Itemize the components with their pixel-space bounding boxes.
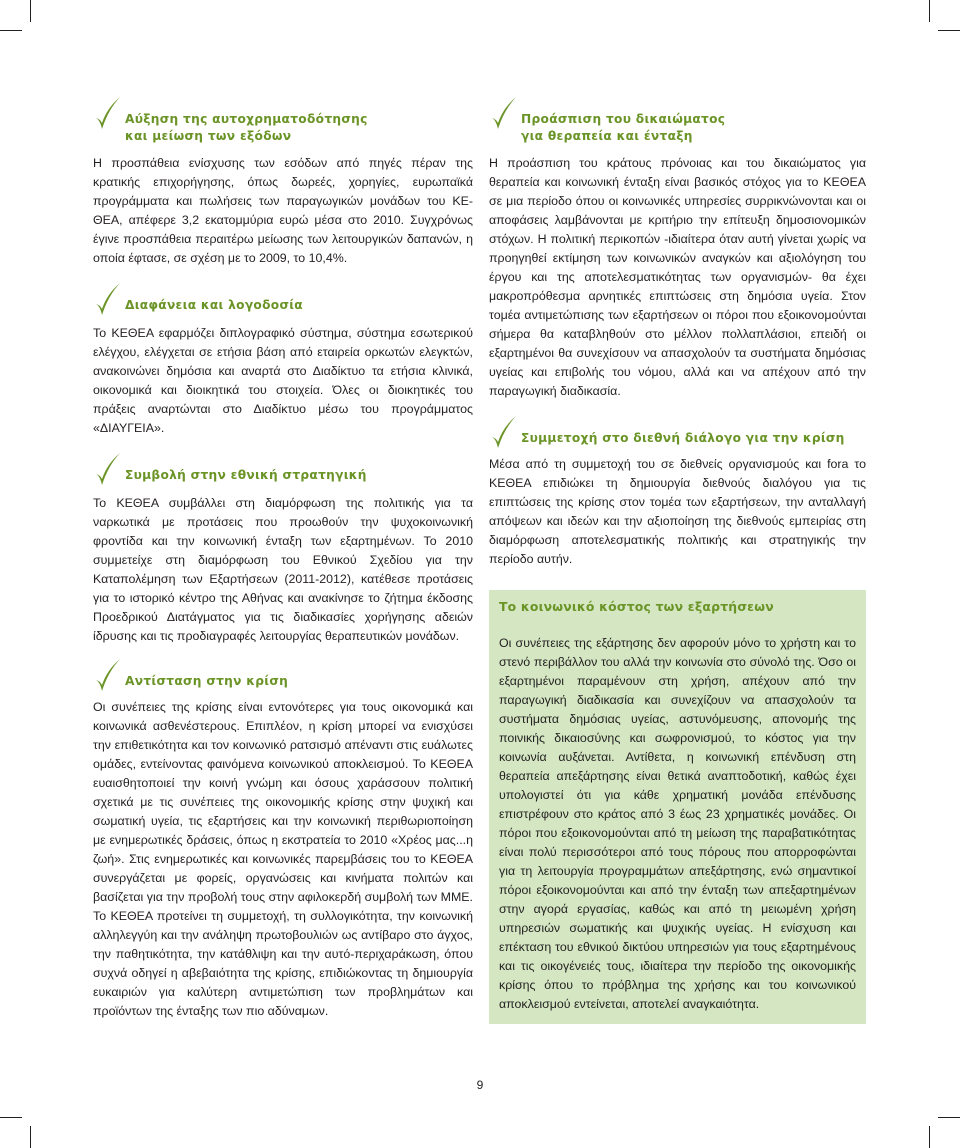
section-heading [93, 466, 473, 484]
section-crisis-resistance [93, 672, 473, 1018]
crop-mark [0, 1117, 22, 1118]
crop-mark [929, 0, 930, 22]
crop-mark [30, 1126, 31, 1148]
checkmark-icon [93, 452, 121, 488]
crop-mark [938, 1117, 960, 1118]
section-text: Η προάσπιση του κράτους πρόνοιας και του δικαιώματος για θεραπεία και κοινωνική ένταξη είναι βασικός στόχος για το ΚΕΘΕΑ σε μια περίοδο όπου οι κοινωνικές υπηρεσίες συρρικνώνονται και οι αποφάσεις λαμβάνονται με κριτήριο την επίτευξη δημοσιονομικών στόχων. Η πολιτική περικοπών -ιδιαίτερα όταν αυτή γίνεται χωρίς να προηγηθεί εκτίμηση των κοινωνικών αναγκών και αξιολόγηση του έργου και της αποτελεσματικότητας των οργανισμών- θα έχει μακροπρόθεσμα αρνητικές επιπτώσεις στη δημόσια υγεία. Στον τομέα αντιμετώπισης των εξαρτήσεων οι πόροι που εξοικονομούνται σήμερα θα καταβληθούν στο μέλλον πολλαπλάσιοι, επειδή οι εξαρτημένοι θα συνεχίσουν να απασχολούν τα συστήματα δημόσιας υγείας και επιβολής του νόμου, αλλά και να απέχουν από την παραγωγική διαδικασία. [489, 156, 866, 398]
section-text: Η προσπάθεια ενίσχυσης των εσόδων από πηγές πέραν της κρατικής επιχορήγησης, όπως δωρεές, χορηγίες, ευρωπαϊκά προγράμματα και πωλήσεις των παραγωγικών μονάδων του ΚΕ-ΘΕΑ, απέφερε 3,2 εκατομμύρια ευρώ μέσα στο 2010. Συγχρόνως έγινε προσπάθεια περαιτέρω μείωσης των λειτουργικών δαπανών, η οποία έφτασε, σε σχέση με το 2009, το 10,4%. [93, 156, 473, 265]
section-title-sub: και μείωση των εξόδων [125, 129, 292, 143]
section-national-strategy [93, 466, 473, 643]
checkmark-icon [93, 658, 121, 694]
section-right-to-treatment [489, 110, 866, 398]
checkmark-icon [93, 96, 121, 132]
box-text: Οι συνέπειες της εξάρτησης δεν αφορούν μόνο το χρήστη και το στενό περιβάλλον του αλλά την κοινωνία στο σύνολό της. Όσο οι εξαρτημένοι παραμένουν στη χρήση, απέχουν από την παραγωγική διαδικασία και συνεχίζουν να απασχολούν τα συστήματα δημόσιας υγείας, αστυνόμευσης, απονομής της ποινικής δικαιοσύνης και σωφρονισμού, το κόστος για την κοινωνία αυξάνεται. Αντίθετα, η κοινωνική επένδυση στη θεραπεία απεξάρτησης είναι θετικά αναπτοδοτική, καθώς έχει υπολογιστεί ότι για κάθε χρηματική μονάδα επένδυσης επιστρέφουν στο κράτος από 3 έως 23 χρηματικές μονάδες. Οι πόροι που εξοικονομούνται από τη μείωση της παραβατικότητας είναι πολύ περισσότεροι από τους πόρους που απορροφώνται για τη λειτουργία προγραμμάτων απεξάρτησης, ενώ σημαντικοί πόροι εξοικονομούνται και από την ένταξη των απεξαρτημένων στην αγορά εργασίας, καθώς και από τη μειωμένη χρήση υπηρεσιών σωματικής και ψυχικής υγείας. Η ενίσχυση και επέκταση του εθνικού δικτύου υπηρεσιών για τους εξαρτημένους και τις οικογένειές τους, ιδιαίτερα την περίοδο της οικονομικής κρίσης όπου το πρόβλημα της χρήσης και του κοινωνικού αποκλεισμού εντείνεται, αποτελεί αναγκαιότητα. [499, 636, 856, 1011]
section-title: Διαφάνεια και λογοδοσία [125, 298, 303, 312]
box-title: Το κοινωνικό κόστος των εξαρτήσεων [499, 599, 774, 614]
section-title-sub: για θεραπεία και ένταξη [521, 129, 693, 143]
section-self-financing [93, 110, 473, 265]
section-text: Μέσα από τη συμμετοχή του σε διεθνείς οργανισμούς και fora το ΚΕΘΕΑ επιδιώκει τη δημιουργία διεθνούς διαλόγου για τις επιπτώσεις της κρίσης στον τομέα των εξαρτήσεων, την ανταλλαγή απόψεων και ιδεών και την αξιοποίηση της διεθνούς εμπειρίας στη διαμόρφωση αποτελεσματικής πολιτικής και στρατηγικής την περίοδο αυτήν. [489, 457, 866, 566]
section-text: Το ΚΕΘΕΑ εφαρμόζει διπλογραφικό σύστημα, σύστημα εσωτερικού ελέγχου, ελέγχεται σε ετήσια βάση από εταιρεία ορκωτών ελεγκτών, ανακοινώνει δημόσια και αναρτά στο Διαδίκτυο τα ετήσια κλινικά, οικονομικά και διοικητικά του στοιχεία. Όλες οι διοικητικές του πράξεις αναρτώνται στο Διαδίκτυο μέσω του προγράμματος «ΔΙΑΥΓΕΙΑ». [93, 326, 473, 435]
crop-mark [938, 30, 960, 31]
checkmark-icon [93, 282, 121, 318]
section-title: Αύξηση της αυτοχρηματοδότησης [125, 112, 368, 126]
section-heading [489, 429, 866, 447]
section-heading [489, 110, 866, 144]
section-heading [93, 672, 473, 690]
crop-mark [929, 1126, 930, 1148]
section-international-dialogue [489, 429, 866, 566]
section-title: Προάσπιση του δικαιώματος [521, 112, 726, 126]
section-title: Συμβολή στην εθνική στρατηγική [125, 468, 367, 482]
section-title: Αντίσταση στην κρίση [125, 674, 289, 688]
section-text: Το ΚΕΘΕΑ συμβάλλει στη διαμόρφωση της πολιτικής για τα ναρκωτικά με προτάσεις που προωθούν την ψυχοκοινωνική φροντίδα και την κοινωνική ένταξη των εξαρτημένων. Το 2010 συμμετείχε στη διαμόρφωση του Εθνικού Σχεδίου για την Καταπολέμηση των Εξαρτήσεων (2011-2012), κατέθεσε προτάσεις για το ιστορικό κέντρο της Αθήνας και ανακίνησε το ζήτημα έκδοσης Προεδρικού Διατάγματος για τις διαδικασίες χορήγησης αδειών ίδρυσης και τις προδιαγραφές λειτουργίας θεραπευτικών μονάδων. [93, 496, 473, 643]
section-title: Συμμετοχή στο διεθνή διάλογο για την κρίση [521, 431, 845, 445]
crop-mark [0, 30, 22, 31]
crop-mark [30, 0, 31, 22]
checkmark-icon [489, 415, 517, 451]
section-transparency [93, 296, 473, 435]
page-number: 9 [476, 1078, 484, 1092]
checkmark-icon [489, 96, 517, 132]
section-text: Οι συνέπειες της κρίσης είναι εντονότερες για τους οικονομικά και κοινωνικά ασθενέστερους. Επιπλέον, η κρίση μπορεί να ενισχύσει την επιθετικότητα και τον κοινωνικό ρατσισμό απέναντι στις ευάλωτες ομάδες, εντείνοντας φαινόμενα κοινωνικού αποκλεισμού. Το ΚΕΘΕΑ ευαισθητοποιεί την κοινή γνώμη και όσους χαράσσουν πολιτική σχετικά με τις συνέπειες της οικονομικής κρίσης στην ψυχική και σωματική υγεία, τις εξαρτήσεις και την κοινωνική περιθωριοποίηση με ενημερωτικές δράσεις, όπως η εκστρατεία το 2010 «Χρέος μας...η ζωή». Στις ενημερωτικές και κοινωνικές παρεμβάσεις του το ΚΕΘΕΑ συνεργάζεται με φορείς, οργανώσεις και κινήματα πολιτών και βασίζεται για την προβολή τους στην αφιλοκερδή συμβολή των ΜΜΕ. Το ΚΕΘΕΑ προτείνει τη συμμετοχή, τη συλλογικότητα, την κοινωνική αλληλεγγύη και την ανάληψη πρωτοβουλιών ως αντίβαρο στο άγχος, την παθητικότητα, την κατάθλιψη και την αυτό-περιχαράκωση, όπου συχνά οδηγεί η αβεβαιότητα της κρίσης, επιδιώκοντας τη δημιουργία ευκαιριών για καλύτερη αντιμετώπιση των προβλημάτων και προϊόντων της ένταξης των πιο αδύναμων. [93, 700, 473, 1018]
section-heading [93, 110, 473, 144]
section-heading [93, 296, 473, 314]
